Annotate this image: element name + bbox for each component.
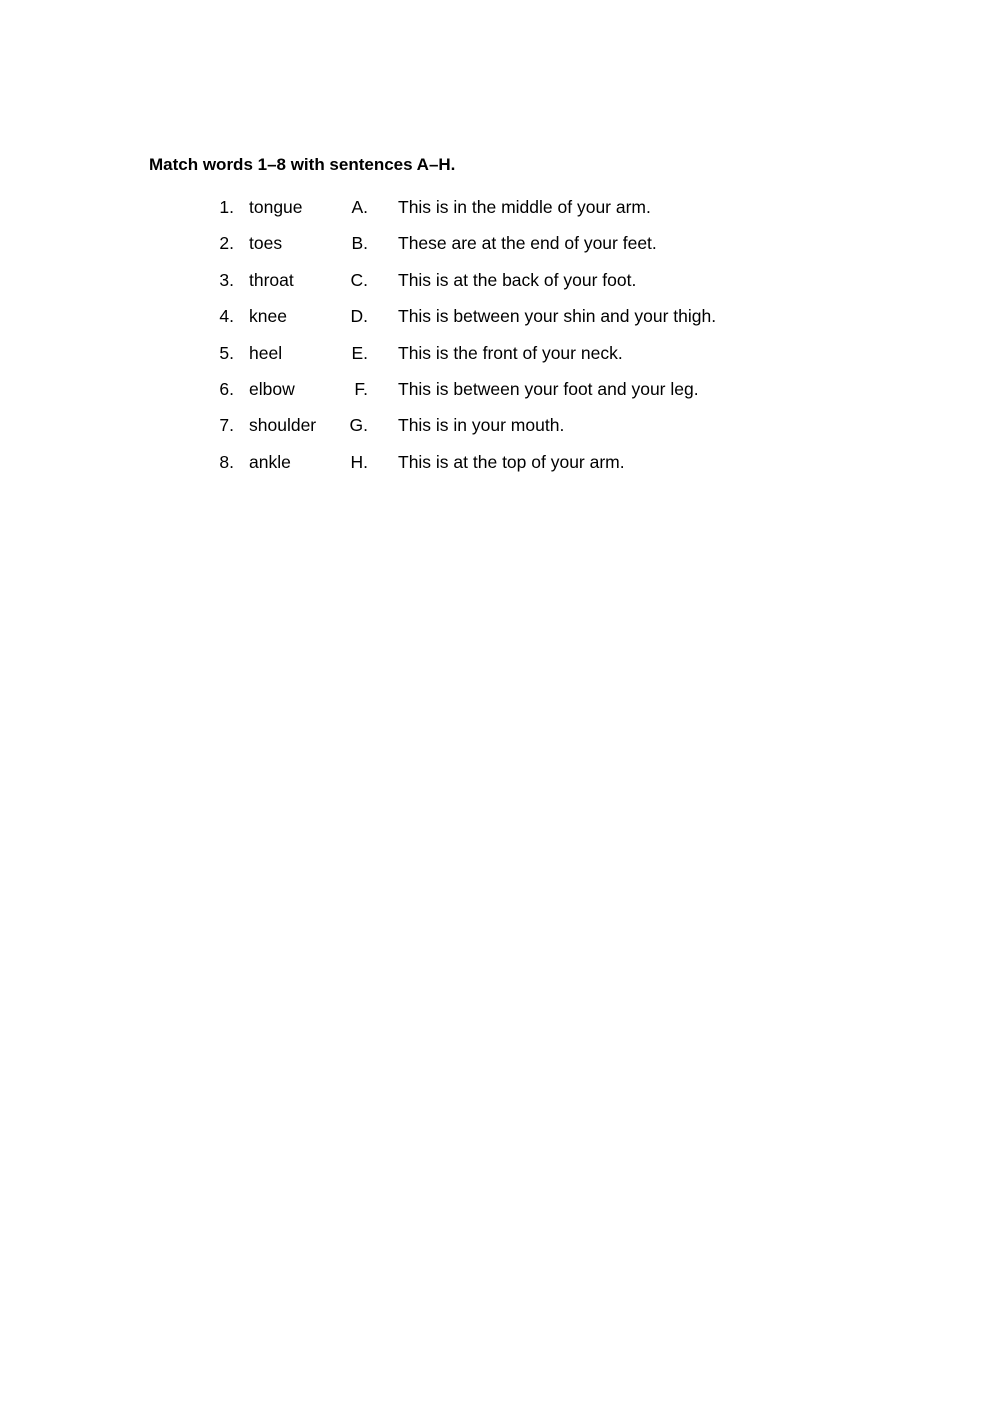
sentence-text: This is between your foot and your leg. [398, 378, 699, 399]
word-number: 7. [219, 415, 234, 436]
sentence-text: This is between your shin and your thigh. [398, 306, 717, 327]
word-item: ankle [249, 451, 291, 472]
word-number: 3. [219, 269, 234, 290]
sentence-letter: H. [350, 451, 368, 472]
instruction-heading: Match words 1–8 with sentences A–H. [149, 155, 456, 174]
matching-row [0, 448, 1000, 484]
matching-row [0, 411, 1000, 447]
sentence-letter: E. [351, 342, 368, 363]
word-number: 4. [219, 306, 234, 327]
sentence-text: This is the front of your neck. [398, 342, 623, 363]
sentence-letter: D. [350, 306, 368, 327]
word-item: heel [249, 342, 283, 363]
matching-row [0, 375, 1000, 411]
sentence-letter: C. [350, 269, 368, 290]
sentence-letter: F. [354, 378, 368, 399]
word-item: throat [249, 269, 294, 290]
matching-row [0, 266, 1000, 302]
word-number: 1. [219, 197, 234, 217]
matching-row [0, 229, 1000, 265]
word-number: 6. [219, 378, 234, 399]
word-number: 5. [219, 342, 234, 363]
sentence-text: This is at the back of your foot. [398, 269, 637, 290]
sentence-letter: A. [351, 197, 368, 217]
word-item: tongue [249, 197, 303, 217]
matching-row [0, 193, 1000, 229]
sentence-text: This is in your mouth. [398, 415, 565, 436]
sentence-letter: B. [351, 233, 368, 254]
sentence-text: These are at the end of your feet. [398, 233, 657, 254]
sentence-text: This is in the middle of your arm. [398, 197, 651, 217]
matching-row [0, 302, 1000, 338]
word-item: elbow [249, 378, 295, 399]
sentence-letter: G. [349, 415, 368, 436]
sentence-text: This is at the top of your arm. [398, 451, 625, 472]
word-number: 8. [219, 451, 234, 472]
matching-row [0, 339, 1000, 375]
word-item: knee [249, 306, 287, 327]
word-item: toes [249, 233, 283, 254]
word-item: shoulder [249, 415, 317, 436]
word-number: 2. [219, 233, 234, 254]
matching-list [0, 193, 1000, 484]
